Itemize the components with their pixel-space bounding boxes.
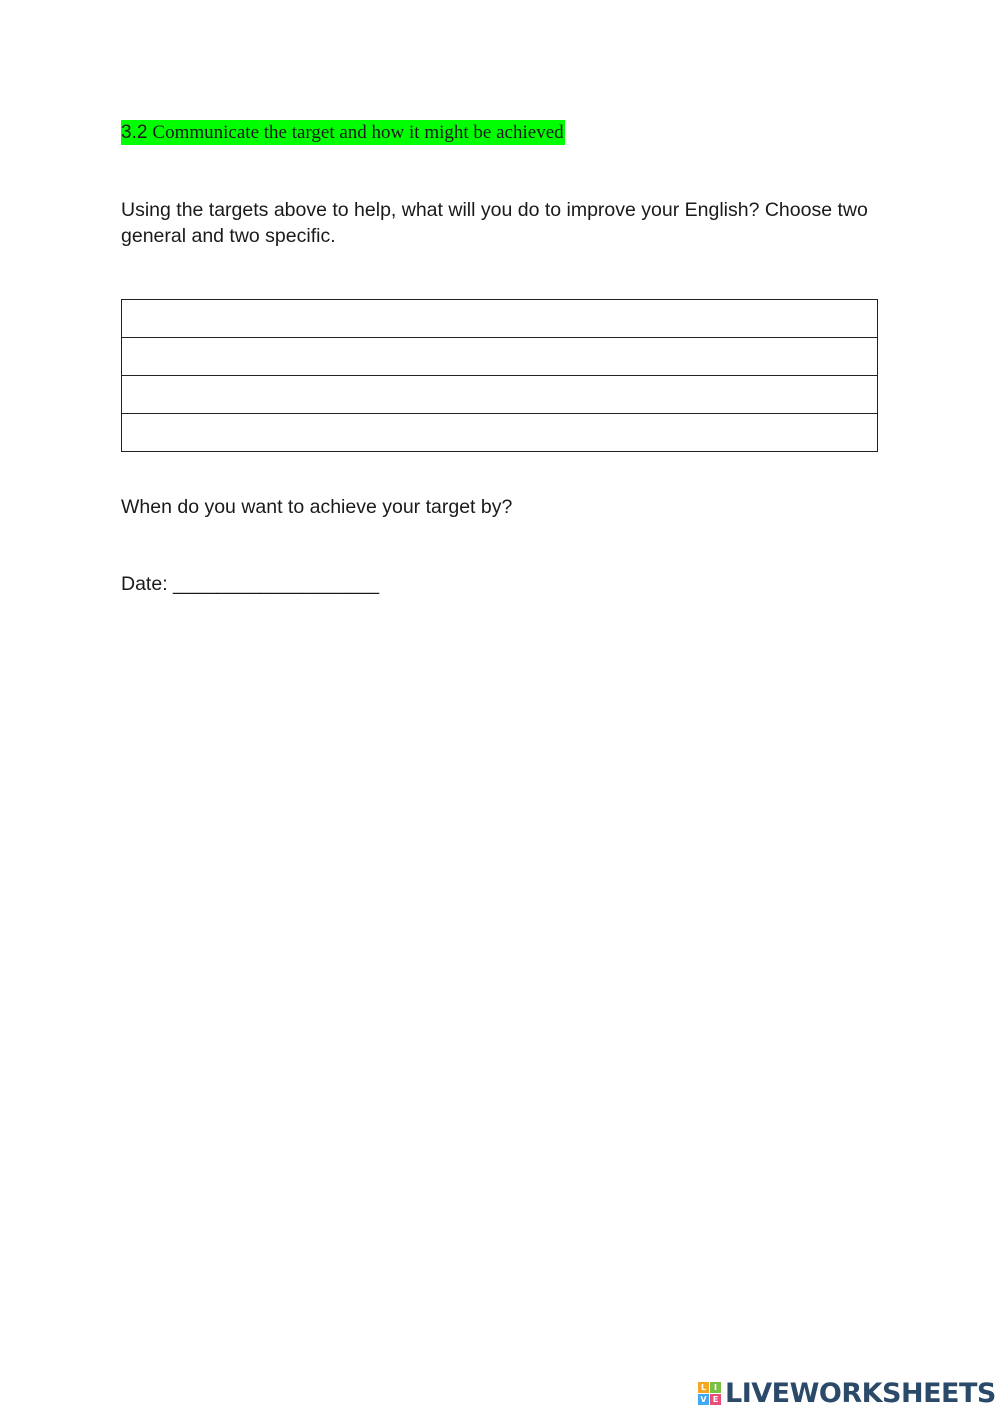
answer-cell[interactable] [122,414,878,452]
logo-mark-letter: L [698,1382,709,1393]
target-date-question: When do you want to achieve your target by? [121,496,513,518]
section-heading [121,120,565,145]
logo-mark-letter: I [710,1382,721,1393]
answer-cell[interactable] [122,338,878,376]
answer-table [121,299,878,452]
section-title: Communicate the target and how it might be achieved [152,121,564,143]
date-label: Date: [121,573,168,595]
logo-mark-letter: E [710,1394,721,1405]
date-field [121,571,379,597]
answer-row [122,338,878,376]
date-blank[interactable]: ___________________ [173,573,380,595]
answer-row [122,376,878,414]
answer-row [122,414,878,452]
logo-mark-letter: V [698,1394,709,1405]
section-number: 3.2 [121,121,148,143]
answer-cell[interactable] [122,300,878,338]
liveworksheets-logo [698,1377,996,1409]
answer-row [122,300,878,338]
instructions-text: Using the targets above to help, what will you do to improve your English? Choose two general and two specific. [121,199,868,247]
logo-text: LIVEWORKSHEETS [725,1377,996,1409]
answer-cell[interactable] [122,376,878,414]
logo-mark-icon [698,1382,721,1405]
